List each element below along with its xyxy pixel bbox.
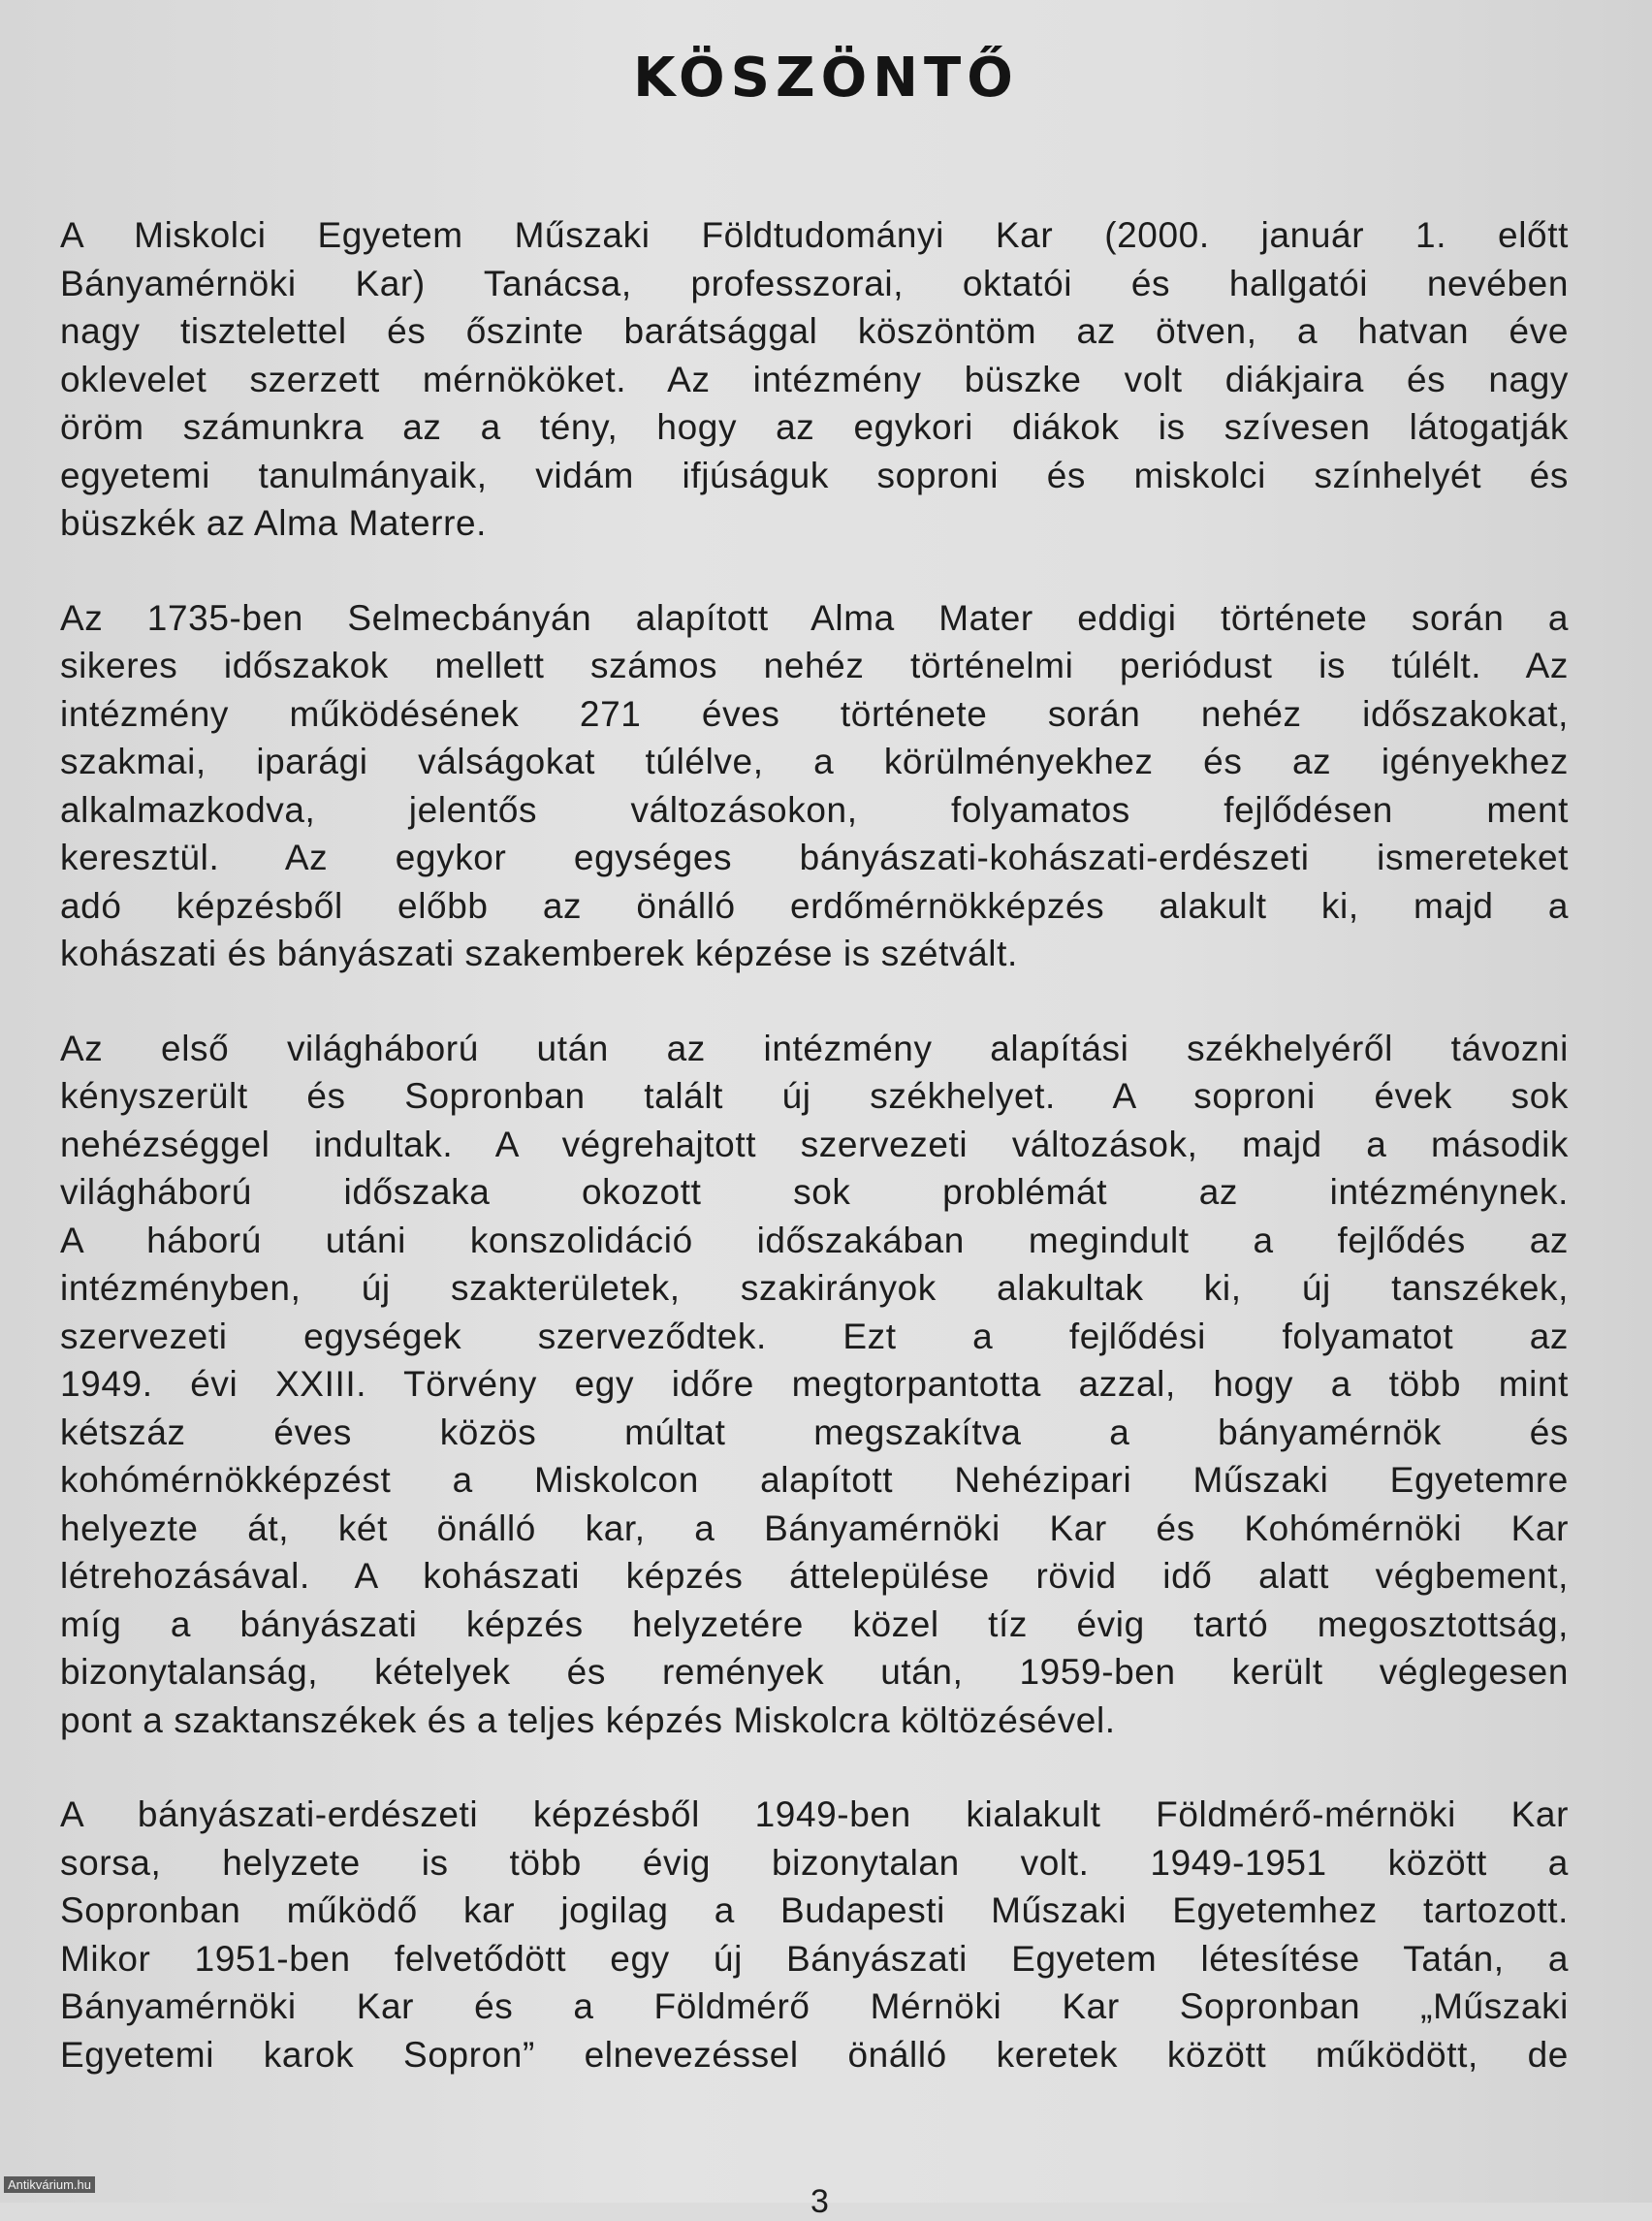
paragraph-1: [60, 211, 1569, 548]
text-line: létrehozásával. A kohászati képzés áttelepülése rövid idő alatt végbement,: [60, 1556, 1569, 1596]
text-line: nagy tisztelettel és őszinte barátsággal köszöntöm az ötven, a hatvan éve: [60, 311, 1569, 351]
text-line: Mikor 1951-ben felvetődött egy új Bányászati Egyetem létesítése Tatán, a: [60, 1938, 1569, 1979]
text-line: szakmai, iparági válságokat túlélve, a körülményekhez és az igényekhez: [60, 742, 1569, 781]
text-line: kényszerült és Sopronban talált új székhelyet. A soproni évek sok: [60, 1076, 1569, 1116]
text-line: világháború időszaka okozott sok problémát az intézménynek.: [60, 1172, 1569, 1212]
text-line: intézményben, új szakterületek, szakirányok alakultak ki, új tanszékek,: [60, 1268, 1569, 1308]
text-line: Egyetemi karok Sopron” elnevezéssel önálló keretek között működött, de: [60, 2034, 1569, 2075]
text-line: oklevelet szerzett mérnököket. Az intézmény büszke volt diákjaira és nagy: [60, 359, 1569, 399]
page-title: KÖSZÖNTŐ: [633, 47, 1019, 110]
text-line: 1949. évi XXIII. Törvény egy időre megtorpantotta azzal, hogy a több mint: [60, 1364, 1569, 1404]
text-line: bizonytalanság, kételyek és remények után, 1959-ben került véglegesen: [60, 1652, 1569, 1692]
text-line: szervezeti egységek szerveződtek. Ezt a fejlődési folyamatot az: [60, 1316, 1569, 1356]
text-line: Sopronban működő kar jogilag a Budapesti Műszaki Egyetemhez tartozott.: [60, 1890, 1569, 1930]
text-line: Az 1735-ben Selmecbányán alapított Alma Mater eddigi története során a: [60, 597, 1569, 638]
text-line: kétszáz éves közös múltat megszakítva a bányamérnök és: [60, 1412, 1569, 1452]
text-line: A bányászati-erdészeti képzésből 1949-ben kialakult Földmérő-mérnöki Kar: [60, 1794, 1569, 1834]
text-line: sikeres időszakok mellett számos nehéz történelmi periódust is túlélt. Az: [60, 646, 1569, 685]
text-line: helyezte át, két önálló kar, a Bányamérnöki Kar és Kohómérnöki Kar: [60, 1507, 1569, 1548]
text-line: sorsa, helyzete is több évig bizonytalan volt. 1949-1951 között a: [60, 1842, 1569, 1883]
text-line: A háború utáni konszolidáció időszakában megindult a fejlődés az: [60, 1220, 1569, 1260]
paragraph-2: [60, 594, 1569, 978]
watermark: Antikvárium.hu: [4, 2176, 95, 2193]
text-line: büszkék az Alma Materre.: [60, 503, 488, 543]
text-line: egyetemi tanulmányaik, vidám ifjúságuk soproni és miskolci színhelyét és: [60, 455, 1569, 495]
text-line: nehézséggel indultak. A végrehajtott szervezeti változások, majd a második: [60, 1124, 1569, 1164]
text-line: kohómérnökképzést a Miskolcon alapított Nehézipari Műszaki Egyetemre: [60, 1460, 1569, 1500]
body-text: [60, 211, 1569, 2125]
text-line: míg a bányászati képzés helyzetére közel tíz évig tartó megosztottság,: [60, 1603, 1569, 1644]
text-line: kohászati és bányászati szakemberek képzése is szétvált.: [60, 934, 1018, 973]
text-line: öröm számunkra az a tény, hogy az egykori diákok is szívesen látogatják: [60, 407, 1569, 447]
text-line: intézmény működésének 271 éves története során nehéz időszakokat,: [60, 693, 1569, 734]
text-line: Az első világháború után az intézmény alapítási székhelyéről távozni: [60, 1028, 1569, 1068]
text-line: A Miskolci Egyetem Műszaki Földtudományi Kar (2000. január 1. előtt: [60, 215, 1569, 255]
page-number: 3: [810, 2183, 829, 2220]
text-line: pont a szaktanszékek és a teljes képzés Miskolcra költözésével.: [60, 1699, 1116, 1740]
text-line: Bányamérnöki Kar) Tanácsa, professzorai, oktatói és hallgatói nevében: [60, 263, 1569, 303]
paragraph-3: [60, 1025, 1569, 1745]
text-line: adó képzésből előbb az önálló erdőmérnökképzés alakult ki, majd a: [60, 885, 1569, 926]
text-line: alkalmazkodva, jelentős változásokon, folyamatos fejlődésen ment: [60, 789, 1569, 830]
paragraph-4: [60, 1791, 1569, 2078]
text-line: Bányamérnöki Kar és a Földmérő Mérnöki Kar Sopronban „Műszaki: [60, 1986, 1569, 2026]
text-line: keresztül. Az egykor egységes bányászati-kohászati-erdészeti ismereteket: [60, 838, 1569, 877]
